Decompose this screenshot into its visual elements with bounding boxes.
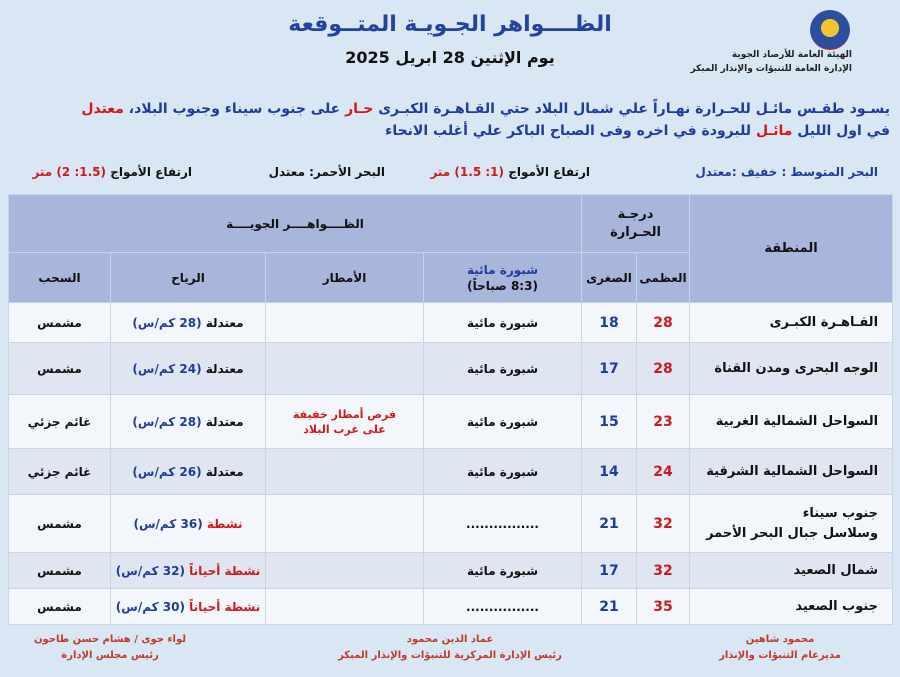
med-waves-value: (1: 1.5) متر	[430, 165, 504, 179]
org-department: الإدارة العامة للتنبؤات والإنذار المبكر	[690, 64, 852, 74]
fog-cell: شبورة مائية	[424, 343, 582, 395]
region-cell: السواحل الشمالية الغربية	[690, 395, 893, 449]
winds-text: نشطة أحياناً	[189, 599, 261, 614]
min-temp: 21	[582, 589, 637, 625]
rain-cell	[266, 343, 424, 395]
fog-cell: ................	[424, 589, 582, 625]
winds-text: معتدلة	[205, 414, 244, 429]
clouds-cell: غائم جزئي	[9, 449, 111, 495]
signature-chairman	[10, 632, 210, 664]
summary-highlight: مائـل	[755, 123, 793, 139]
min-temp: 15	[582, 395, 637, 449]
winds-cell	[111, 303, 266, 343]
region-cell: جنوب سيناء وسلاسل جبال البحر الأحمر	[690, 495, 893, 553]
header-rain: الأمطار	[266, 253, 424, 303]
header-clouds: السحب	[9, 253, 111, 303]
region-cell: القـاهـرة الكبـرى	[690, 303, 893, 343]
mediterranean-waves	[430, 165, 590, 179]
region-cell: شمال الصعيد	[690, 553, 893, 589]
fog-cell: شبورة مائية	[424, 449, 582, 495]
med-sea-label: البحر المتوسط : خفيف :معتدل	[695, 165, 878, 179]
meteorological-authority-logo	[810, 10, 850, 50]
red-waves-label: ارتفاع الأمواج	[110, 165, 192, 179]
summary-text: على جنوب سيناء وجنوب البلاد،	[128, 101, 341, 117]
min-temp: 17	[582, 553, 637, 589]
med-waves-label: ارتفاع الأمواج	[508, 165, 590, 179]
signature-forecast-director	[680, 632, 880, 664]
clouds-cell: مشمس	[9, 303, 111, 343]
winds-speed: (30 كم/س)	[115, 599, 185, 614]
max-temp: 24	[637, 449, 690, 495]
page-title: الظــــواهر الجـويـة المتــوقعة	[288, 12, 612, 37]
forecast-date: يوم الإثنين 28 ابريل 2025	[345, 48, 555, 67]
winds-text: نشطة أحياناً	[189, 563, 261, 578]
winds-speed: (24 كم/س)	[132, 361, 202, 376]
max-temp: 28	[637, 303, 690, 343]
clouds-cell: مشمس	[9, 343, 111, 395]
red-waves-value: (1.5: 2) متر	[32, 165, 106, 179]
clouds-cell: مشمس	[9, 553, 111, 589]
red-sea-label: البحر الأحمر: معتدل	[268, 165, 385, 179]
header-winds: الرياح	[111, 253, 266, 303]
table-row	[9, 449, 893, 495]
summary-text: في اول الليل	[797, 123, 890, 139]
winds-speed: (28 كم/س)	[132, 315, 202, 330]
max-temp: 28	[637, 343, 690, 395]
header-fog-line1: شبورة مائية	[467, 262, 539, 277]
clouds-cell: مشمس	[9, 589, 111, 625]
signature-title: مديرعام التنبؤات والإنذار	[719, 650, 841, 661]
rain-cell	[266, 449, 424, 495]
rain-cell: فرص أمطار خفيفة على غرب البلاد	[266, 395, 424, 449]
mediterranean-sea-status	[695, 165, 878, 179]
summary-line-2	[10, 120, 890, 142]
max-temp: 35	[637, 589, 690, 625]
max-temp: 32	[637, 495, 690, 553]
rain-cell	[266, 553, 424, 589]
header-fog-line2: (8:3 صباحاً)	[467, 278, 538, 293]
max-temp: 32	[637, 553, 690, 589]
rain-cell	[266, 495, 424, 553]
winds-speed: (26 كم/س)	[132, 464, 202, 479]
red-sea-waves	[32, 165, 192, 179]
winds-text: معتدلة	[205, 315, 244, 330]
summary-highlight: حـار	[345, 101, 374, 117]
region-cell: الوجه البحرى ومدن القناة	[690, 343, 893, 395]
winds-cell	[111, 553, 266, 589]
table-row	[9, 303, 893, 343]
winds-cell	[111, 495, 266, 553]
table-row	[9, 553, 893, 589]
winds-cell	[111, 395, 266, 449]
table-row	[9, 495, 893, 553]
summary-text: للبرودة في اخره وفى الصباح الباكر علي أغلب الانحاء	[385, 123, 752, 139]
org-name: الهيئة العامة للأرصاد الجوية	[731, 50, 852, 60]
winds-cell	[111, 343, 266, 395]
table-row	[9, 395, 893, 449]
signature-name: لواء جوى / هشام حسن طاحون	[33, 634, 187, 645]
winds-text: معتدلة	[205, 464, 244, 479]
header-phenomena: الظــــواهــــر الجويــــة	[9, 195, 582, 253]
fog-cell: شبورة مائية	[424, 395, 582, 449]
region-cell: السواحل الشمالية الشرقية	[690, 449, 893, 495]
fog-cell: شبورة مائية	[424, 303, 582, 343]
signature-title: رئيس الإدارة المركزية للتنبؤات والإنذار المبكر	[338, 650, 562, 661]
summary-line-1	[10, 98, 890, 120]
min-temp: 14	[582, 449, 637, 495]
winds-speed: (28 كم/س)	[132, 414, 202, 429]
fog-cell: ................	[424, 495, 582, 553]
winds-cell	[111, 449, 266, 495]
signature-name: عماد الدين محمود	[406, 634, 494, 645]
header-max: العظمى	[637, 253, 690, 303]
winds-speed: (32 كم/س)	[115, 563, 185, 578]
table-row	[9, 589, 893, 625]
min-temp: 21	[582, 495, 637, 553]
rain-cell	[266, 303, 424, 343]
fog-cell: شبورة مائية	[424, 553, 582, 589]
min-temp: 17	[582, 343, 637, 395]
region-cell: جنوب الصعيد	[690, 589, 893, 625]
rain-cell	[266, 589, 424, 625]
header-temp-line1: درجـة	[617, 206, 654, 222]
signature-central-admin	[300, 632, 600, 664]
signature-name: محمود شاهين	[745, 634, 815, 645]
min-temp: 18	[582, 303, 637, 343]
table-row	[9, 343, 893, 395]
header-temp-line2: الحـرارة	[610, 224, 661, 240]
winds-text: نشطة	[206, 516, 243, 531]
header-temperature	[582, 195, 690, 253]
summary-highlight: معتدل	[81, 101, 124, 117]
header-region: المنطقة	[690, 195, 893, 303]
header-fog	[424, 253, 582, 303]
max-temp: 23	[637, 395, 690, 449]
red-sea-status	[269, 165, 385, 179]
clouds-cell: مشمس	[9, 495, 111, 553]
header-min: الصغرى	[582, 253, 637, 303]
clouds-cell: غائم جزئي	[9, 395, 111, 449]
winds-text: معتدلة	[205, 361, 244, 376]
signature-title: رئيس مجلس الإدارة	[61, 650, 159, 661]
forecast-table	[8, 194, 893, 625]
winds-speed: (36 كم/س)	[133, 516, 203, 531]
summary-text: يسـود طقـس مائـل للحـرارة نهـاراً علي شمال البلاد حتي القـاهـرة الكبـرى	[378, 101, 890, 117]
winds-cell	[111, 589, 266, 625]
